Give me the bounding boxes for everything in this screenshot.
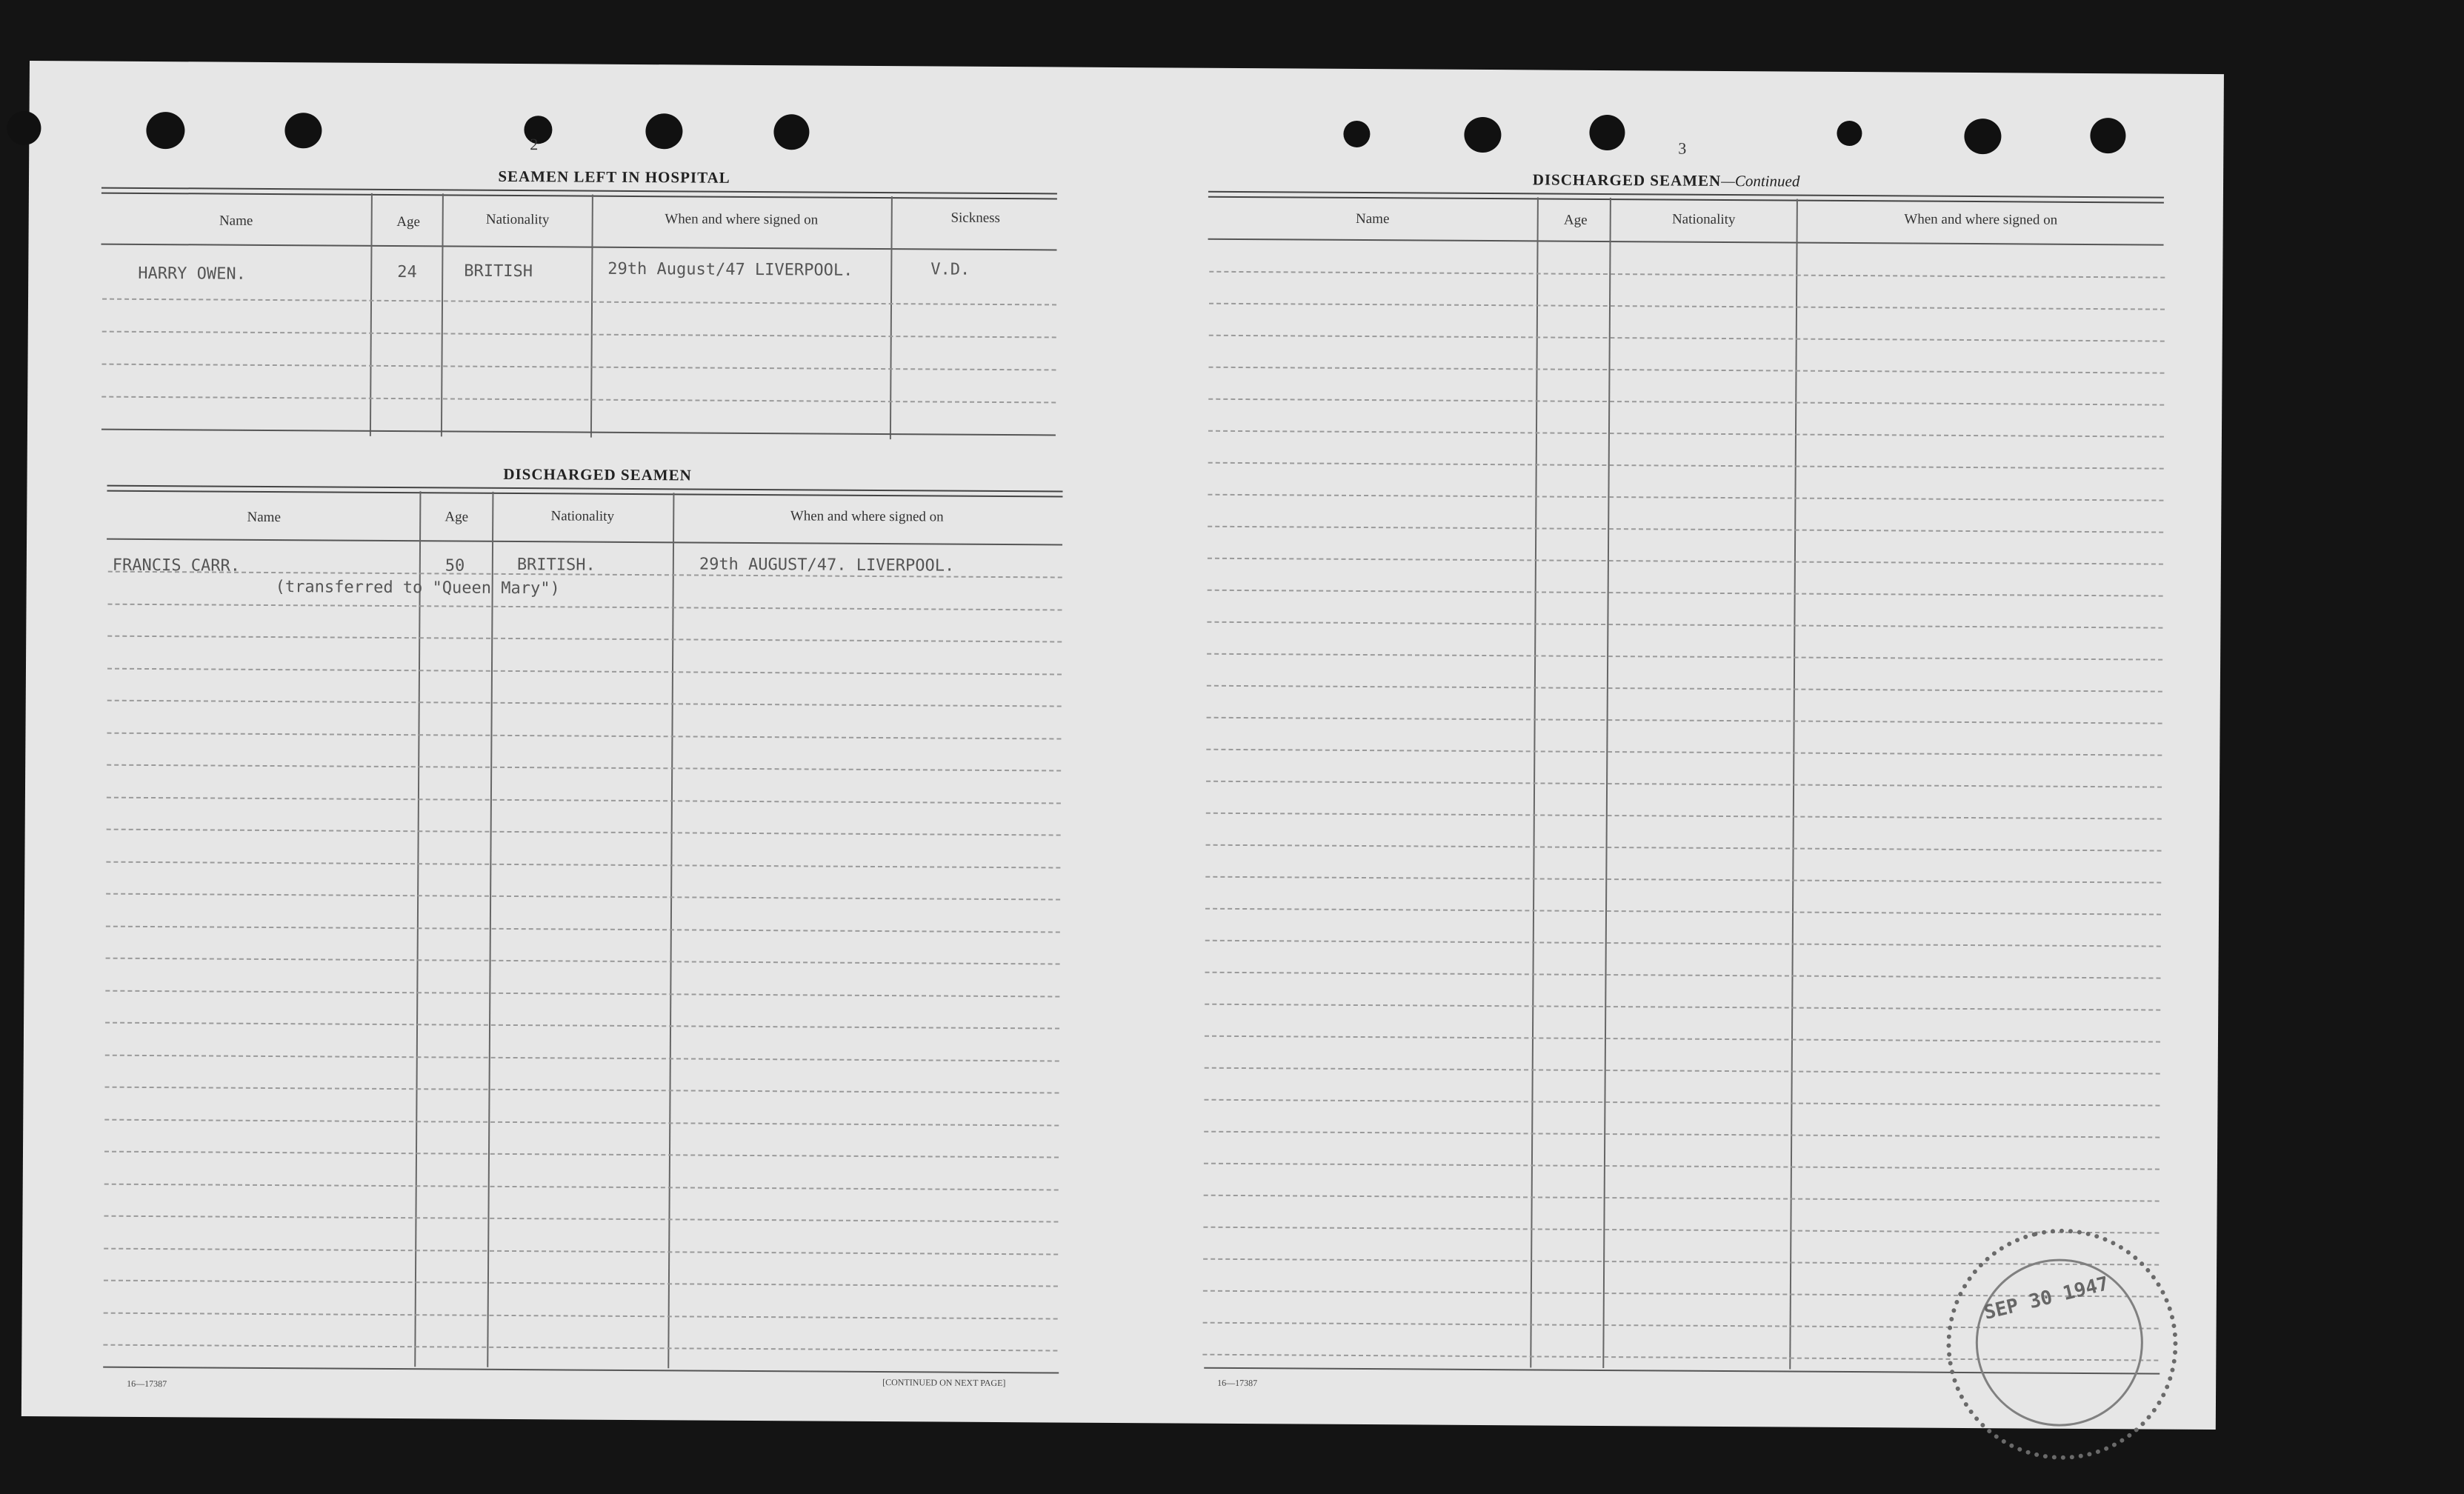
row-line [1205, 940, 2161, 947]
row-line [103, 1344, 1057, 1352]
row-line [105, 1087, 1059, 1094]
row-line [1205, 908, 2161, 916]
row-line [102, 299, 1056, 306]
column-header-nationality: Nationality [485, 211, 550, 228]
row-line [1206, 781, 2162, 788]
row-line [1204, 1099, 2160, 1107]
row-line [1205, 1067, 2160, 1075]
column-header-signed-on: When and where signed on [790, 508, 944, 525]
row-line [1207, 621, 2162, 629]
row-line [107, 732, 1061, 739]
row-line [1206, 749, 2162, 756]
continued-note: [CONTINUED ON NEXT PAGE] [882, 1377, 1006, 1389]
punch-hole [7, 111, 41, 145]
title-main: DISCHARGED SEAMEN [1532, 170, 1722, 190]
row-line [104, 1183, 1059, 1190]
column-header-nationality: Nationality [550, 508, 615, 524]
row-line [106, 861, 1060, 868]
table-bottom-rule [101, 429, 1056, 436]
discharged-entry-note: (transferred to "Queen Mary") [275, 578, 560, 598]
row-line [101, 396, 1056, 404]
discharged-continued-rows [30, 61, 2224, 74]
column-header-signed-on: When and where signed on [665, 211, 819, 228]
hospital-entry-sickness: V.D. [930, 260, 970, 279]
row-line [1208, 367, 2164, 374]
column-header-name: Name [247, 509, 281, 526]
discharged-entry-nationality: BRITISH. [516, 556, 596, 575]
row-line [101, 364, 1056, 371]
row-line [1208, 526, 2163, 533]
punch-hole [1964, 119, 2001, 154]
column-divider [590, 195, 593, 438]
row-line [104, 1118, 1059, 1126]
hospital-entry-signed-on: 29th August/47 LIVERPOOL. [607, 259, 853, 280]
row-line [106, 893, 1060, 901]
column-divider [414, 491, 421, 1367]
column-header-name: Name [1355, 210, 1390, 227]
row-line [1208, 590, 2163, 597]
row-line [1204, 1163, 2160, 1170]
punch-hole [146, 112, 184, 149]
row-line [104, 1280, 1058, 1287]
punch-hole [1589, 115, 1625, 150]
column-header-age: Age [396, 214, 421, 230]
row-line [107, 636, 1062, 643]
row-line [1204, 1131, 2160, 1138]
row-line [1208, 462, 2164, 470]
official-stamp [1922, 1204, 2202, 1484]
column-header-signed-on: When and where signed on [1904, 211, 2058, 228]
hospital-entry-age: 24 [397, 263, 417, 282]
row-line [104, 1247, 1058, 1255]
column-header-sickness: Sickness [950, 210, 1001, 227]
row-line [1205, 972, 2161, 979]
discharged-continued-title [1481, 170, 1851, 191]
row-line [1206, 813, 2162, 820]
row-line [1207, 653, 2162, 661]
table-top-rule [101, 187, 1057, 200]
punch-hole [773, 114, 809, 150]
discharged-entry-signed-on: 29th AUGUST/47. LIVERPOOL. [699, 555, 955, 576]
discharged-entry-age: 50 [444, 556, 465, 576]
column-divider [487, 492, 493, 1367]
discharged-section-title: DISCHARGED SEAMEN [503, 464, 692, 484]
row-line [104, 1312, 1058, 1319]
table-bottom-rule [103, 1367, 1059, 1374]
row-line [104, 1151, 1059, 1158]
row-line [107, 667, 1062, 675]
punch-hole [1464, 117, 1501, 153]
row-line [107, 796, 1061, 804]
row-line [1206, 844, 2162, 852]
row-line [107, 700, 1062, 707]
row-line [1203, 1227, 2159, 1234]
stamp-ring [1958, 1241, 2160, 1444]
header-rule [101, 244, 1056, 251]
row-line [1207, 717, 2162, 724]
hospital-entry-nationality: BRITISH [464, 261, 533, 281]
row-line [1205, 876, 2161, 884]
row-line [1204, 1195, 2160, 1202]
column-divider [667, 493, 674, 1368]
hospital-entry-name: HARRY OWEN. [138, 264, 247, 284]
form-number: 16—17387 [1217, 1377, 1258, 1389]
page-number: 3 [1678, 139, 1687, 158]
column-divider [890, 196, 893, 439]
row-line [1208, 558, 2163, 565]
punch-hole [2090, 118, 2125, 153]
row-line [102, 331, 1056, 339]
row-line [104, 1215, 1058, 1223]
row-line [106, 925, 1060, 933]
column-header-nationality: Nationality [1671, 211, 1736, 228]
title-suffix: —Continued [1721, 171, 1800, 190]
row-line [1208, 398, 2164, 406]
discharged-entry-name: FRANCIS CARR. [112, 556, 241, 576]
row-line [1205, 1004, 2160, 1011]
row-line [106, 958, 1060, 965]
page-number: 2 [530, 135, 539, 154]
row-line [107, 829, 1061, 836]
row-line [105, 1054, 1059, 1061]
row-line [1207, 685, 2162, 693]
row-line [105, 990, 1059, 997]
punch-hole [1837, 121, 1862, 146]
stamp-date: SEP 30 1947 [1982, 1273, 2111, 1324]
punch-hole [1343, 121, 1370, 147]
discharged-rows [30, 61, 2224, 74]
hospital-section-title: SEAMEN LEFT IN HOSPITAL [498, 167, 730, 187]
column-header-age: Age [444, 509, 469, 525]
row-line [1209, 303, 2165, 310]
row-line [1205, 1036, 2160, 1043]
table-top-rule [107, 485, 1062, 498]
punch-hole [284, 113, 322, 148]
row-line [105, 1022, 1059, 1030]
form-number: 16—17387 [127, 1378, 167, 1390]
row-line [1209, 335, 2165, 342]
column-header-name: Name [219, 213, 253, 229]
column-divider [370, 193, 373, 436]
ledger-sheet [21, 61, 2224, 1430]
punch-hole [645, 113, 682, 149]
punch-hole [524, 116, 552, 144]
column-header-age: Age [1563, 212, 1588, 228]
header-rule [107, 538, 1062, 546]
row-line [108, 603, 1062, 610]
table-top-rule [1208, 191, 2164, 204]
row-line [107, 764, 1061, 772]
row-line [1208, 430, 2164, 438]
header-rule [1208, 239, 2164, 246]
row-line [1208, 494, 2163, 501]
row-line [1209, 271, 2165, 279]
